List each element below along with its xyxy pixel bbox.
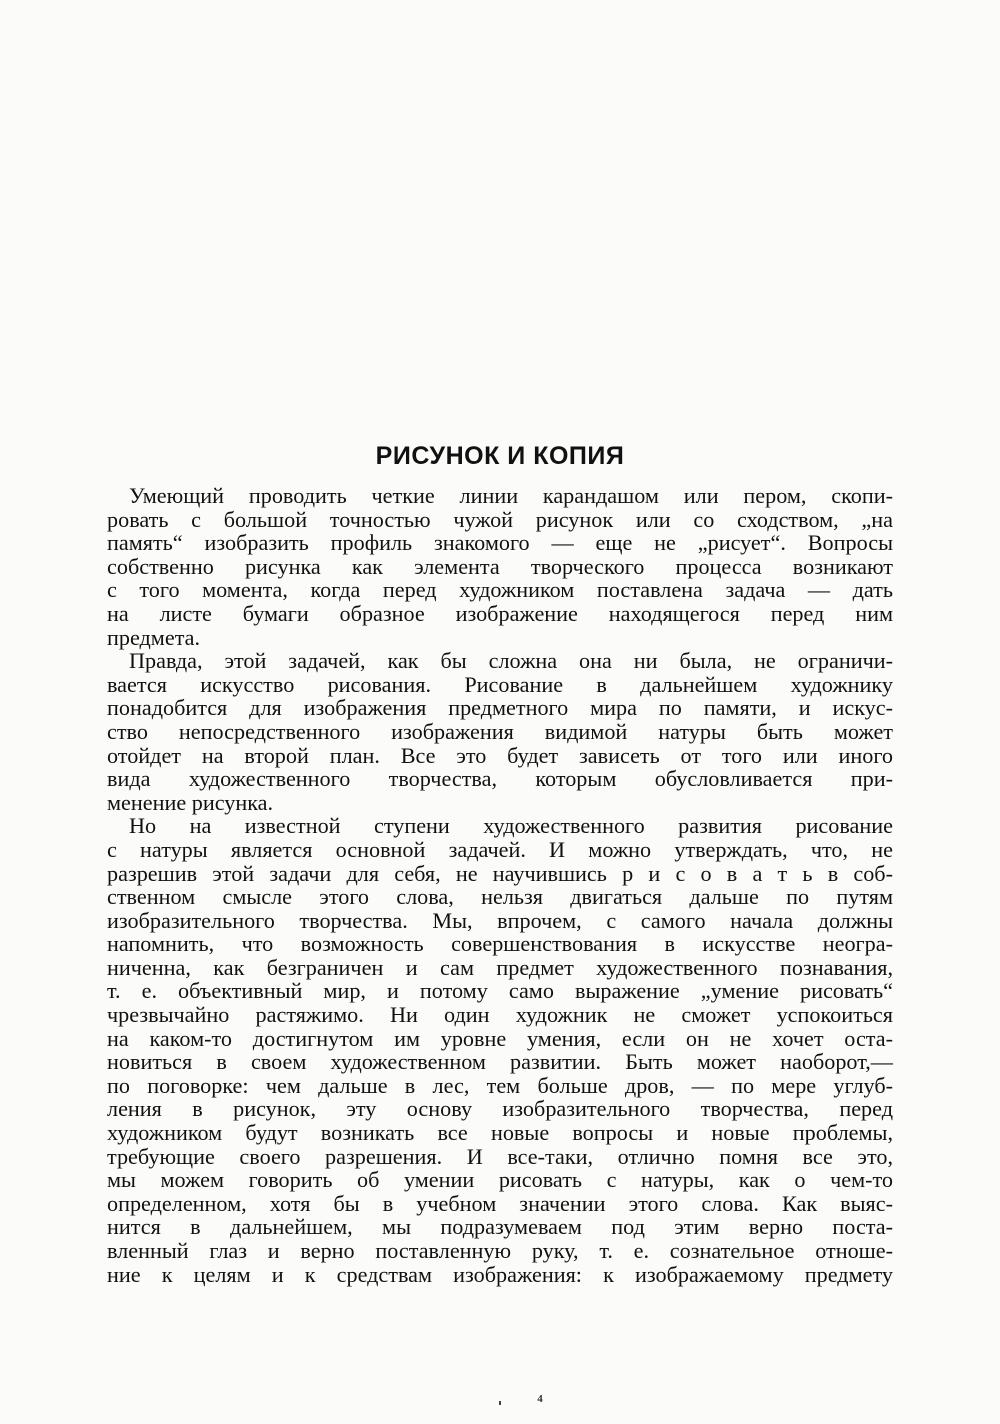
text-line: Умеющий проводить четкие линии карандашом или пером, скопи-: [129, 483, 893, 508]
text-line: собственно рисунка как элемента творческого процесса возникают: [107, 553, 893, 579]
text-line: с того момента, когда перед художником поставлена задача — дать: [107, 577, 893, 603]
text-line: требующие своего разрешения. И все-таки, отлично помня все это,: [107, 1143, 893, 1169]
text-line: определенном, хотя бы в учебном значении этого слова. Как выяс-: [107, 1190, 893, 1216]
text-line: напомнить, что возможность совершенствования в искусстве неогра-: [107, 931, 893, 957]
text-line: вида художественного творчества, которым обусловливается при-: [107, 766, 893, 792]
text-line: менение рисунка.: [107, 789, 274, 815]
text-line: изобразительного творчества. Мы, впрочем, с самого начала должны: [107, 907, 893, 933]
text-line: ниченна, как безграничен и сам предмет художественного познавания,: [107, 954, 893, 980]
paragraph-3: [107, 814, 893, 1286]
text-line: чрезвычайно растяжимо. Ни один художник не сможет успокоиться: [107, 1002, 893, 1028]
text-line: новиться в своем художественном развитии. Быть может наоборот,—: [107, 1049, 893, 1075]
text-line: нится в дальнейшем, мы подразумеваем под этим верно поста-: [107, 1214, 893, 1240]
text-line: с натуры является основной задачей. И можно утверждать, что, не: [107, 836, 893, 862]
text-line: т. е. объективный мир, и потому само выражение „умение рисовать“: [107, 978, 893, 1004]
text-line: Но на известной ступени художественного развития рисование: [129, 813, 893, 839]
page-number: 4: [537, 1393, 543, 1405]
body-text: [107, 484, 893, 1286]
text-line: ние к целям и к средствам изображения: к изображаемому предмету: [107, 1261, 893, 1287]
text-line: ления в рисунок, эту основу изобразительного творчества, перед: [107, 1096, 893, 1122]
text-line: по поговорке: чем дальше в лес, тем больше дров, — по мере углуб-: [107, 1072, 893, 1098]
text-line: память“ изобразить профиль знакомого — еще не „рисует“. Вопросы: [107, 530, 893, 556]
text-line: ственном смысле этого слова, нельзя двигаться дальше по путям: [107, 884, 893, 910]
text-line: разрешив этой задачи для себя, не научившись р и с о в а т ь в соб-: [107, 860, 893, 886]
paragraph-1: [107, 484, 893, 649]
text-line: вается искусство рисования. Рисование в дальнейшем художнику: [107, 671, 893, 697]
chapter-title: РИСУНОК И КОПИЯ: [375, 442, 625, 470]
text-line: Правда, этой задачей, как бы сложна она ни была, не ограничи-: [129, 648, 893, 674]
text-line: мы можем говорить об умении рисовать с натуры, как о чем-то: [107, 1167, 893, 1193]
text-line: понадобится для изображения предметного мира по памяти, и искус-: [107, 695, 893, 721]
text-line: отойдет на второй план. Все это будет зависеть от того или иного: [107, 742, 893, 768]
text-line: предмета.: [107, 624, 201, 650]
text-line: на листе бумаги образное изображение находящегося перед ним: [107, 600, 893, 626]
text-line: художником будут возникать все новые вопросы и новые проблемы,: [107, 1120, 893, 1146]
paragraph-2: [107, 649, 893, 814]
text-line: вленный глаз и верно поставленную руку, т. е. сознательное отноше-: [107, 1238, 893, 1263]
text-line: на каком-то достигнутом им уровне умения, если он не хочет оста-: [107, 1025, 893, 1051]
text-line: ровать с большой точностью чужой рисунок или со сходством, „на: [107, 506, 893, 532]
text-line: ство непосредственного изображения видимой натуры быть может: [107, 718, 893, 744]
